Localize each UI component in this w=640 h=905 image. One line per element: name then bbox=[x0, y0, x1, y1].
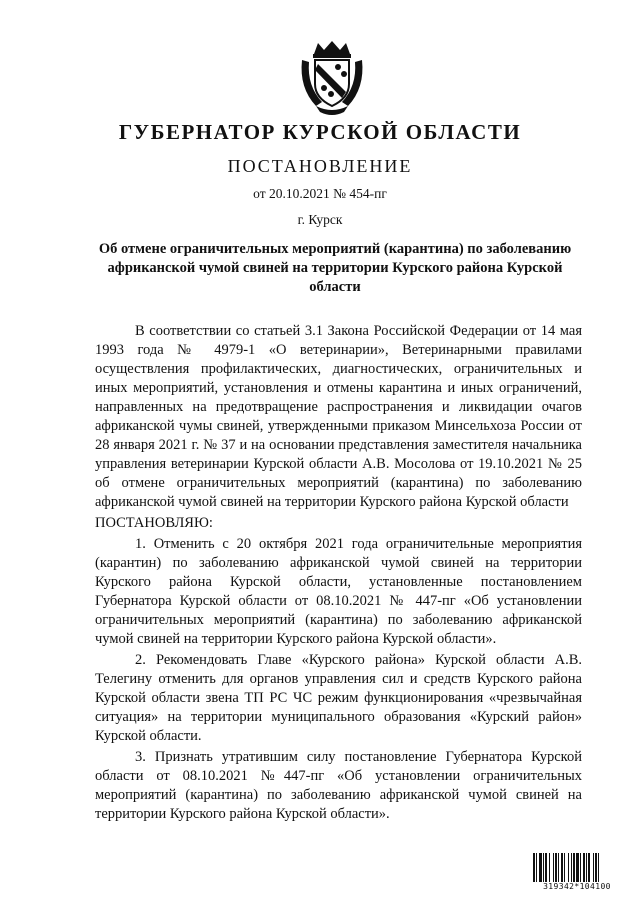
preamble-paragraph: В соответствии со статьей 3.1 Закона Российской Федерации от 14 мая 1993 года № 4979-1 «О ветеринарии», Ветеринарными правилами осуществления профилактических, диагностических, ограничительных и иных мероприятий, установления и отмены карантина и иных ограничений, направленных на предотвращение распространения и ликвидации очагов африканской чумы свиней, утвержденными приказом Минсельхоза России от 28 января 2021 г. № 37 и на основании представления заместителя начальника управления ветеринарии Курской области А.В. Мосолова от 19.10.2021 № 25 об отмене ограничительных мероприятий (карантина) по заболеванию африканской чумой свиней на территории Курского района Курской области bbox=[95, 323, 582, 510]
barcode bbox=[533, 853, 621, 893]
document-type: ПОСТАНОВЛЕНИЕ bbox=[227, 156, 413, 176]
barcode-number: 319342*104100 bbox=[543, 882, 611, 891]
list-item-1: 1. Отменить с 20 октября 2021 года ограничительные мероприятия (карантин) по заболеванию африканской чумой свиней на территории Курского района Курской области, установленные постановлением Губернатора Курской области от 08.10.2021 № 447-пг «Об установлении ограничительных мероприятий (карантина) по заболеванию африканской чумой свиней на территории Курского района Курской области». bbox=[95, 536, 582, 647]
document-body bbox=[95, 322, 582, 826]
list-item-2: 2. Рекомендовать Главе «Курского района» Курской области А.В. Телегину отменить для органов управления сил и средств Курского района Курской области звена ТП РС ЧС режим функционирования «чрезвычайная ситуация» на территории муниципального образования «Курский район» Курской области. bbox=[95, 652, 582, 744]
decree-word: ПОСТАНОВЛЯЮ: bbox=[95, 515, 213, 531]
document-title: Об отмене ограничительных мероприятий (карантина) по заболеванию африканской чумой свиней на территории Курского района Курской области bbox=[98, 241, 572, 295]
document-number-date: от 20.10.2021 № 454-пг bbox=[253, 186, 387, 201]
document-issuer: ГУБЕРНАТОР КУРСКОЙ ОБЛАСТИ bbox=[118, 120, 522, 144]
list-item-3: 3. Признать утратившим силу постановление Губернатора Курской области от 08.10.2021 №447-пг «Об установлении ограничительных мероприятий (карантина) по заболеванию африканской чумой свиней на территории Курского района Курской области». bbox=[95, 749, 582, 822]
barcode-bars bbox=[533, 853, 621, 882]
document-city: г. Курск bbox=[297, 212, 343, 227]
coat-of-arms-icon bbox=[298, 40, 366, 118]
